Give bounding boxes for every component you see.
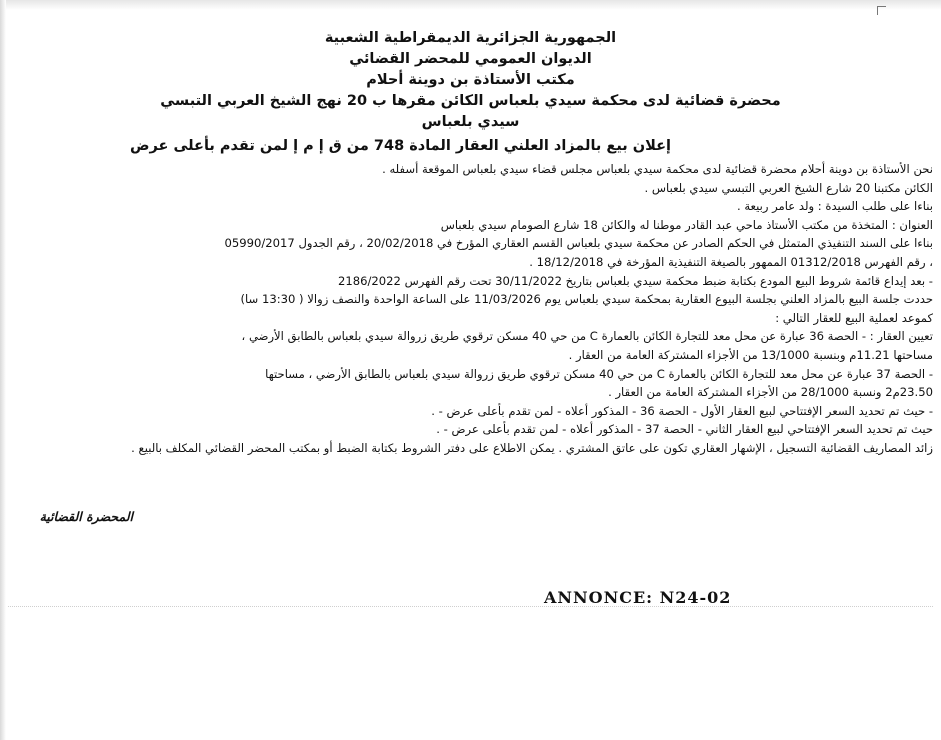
- heading-location: محضرة قضائية لدى محكمة سيدي بلعباس الكائن مقرها ب 20 نهج الشيخ العربي التبسي: [160, 93, 781, 109]
- para-property-36-area: مساحتها 11.21م وبنسبة 13/1000 من الأجزاء المشتركة العامة من العقار .: [568, 347, 933, 362]
- para-enforcement-title: بناءا على السند التنفيذي المتمثل في الحكم الصادر عن محكمة سيدي بلعباس القسم العقاري المؤرخ في 20/02/2018 ، رقم الجدول 05990/2017: [224, 236, 933, 251]
- para-bailiff-intro: نحن الأستاذة بن دوينة أحلام محضرة قضائية لدى محكمة سيدي بلعباس مجلس قضاء سيدي بلعباس الموقعة أسفله .: [382, 162, 933, 176]
- para-property-37-area: 23.50م2 ونسبة 28/1000 من الأجزاء المشتركة العامة من العقار .: [608, 385, 933, 400]
- legal-notice: [8, 28, 933, 458]
- para-opening-price-37: حيث تم تحديد السعر الإفتتاحي لبيع العقار الثاني - الحصة 37 - المذكور أعلاه - لمن تقدم بأعلى عرض - .: [436, 422, 933, 437]
- para-conditions-deposit: - بعد إيداع قائمة شروط البيع المودع بكتابة ضبط محكمة سيدي بلعباس بتاريخ 30/11/2022 تحت رقم الفهرس 2186/2022: [338, 273, 933, 288]
- para-requester: بناءا على طلب السيدة : ولد عامر ربيعة .: [736, 199, 933, 214]
- scan-edge-top: [0, 0, 941, 10]
- heading-bureau: مكتب الأستاذة بن دوينة أحلام: [366, 72, 575, 88]
- heading-city: سيدي بلعباس: [421, 114, 520, 130]
- para-requester-address: العنوان : المتخذة من مكتب الأستاذ ماحي عبد القادر موطنا له والكائن 18 شارع الصومام سيدي بلعباس: [440, 217, 933, 232]
- para-fees: زائد المصاريف القضائية التسجيل ، الإشهار العقاري تكون على عاتق المشتري . يمكن الاطلاع على دفتر الشروط بكتابة الضبط أو بمكتب المحضر القضائي المكلف بالبيع .: [131, 440, 933, 455]
- para-office-address: الكائن مكتبنا 20 شارع الشيخ العربي التبسي سيدي بلعباس .: [644, 180, 933, 195]
- scan-edge-left: [0, 0, 6, 740]
- sale-title: إعلان بيع بالمزاد العلني العقار المادة 748 من ق إ م إ لمن تقدم بأعلى عرض: [129, 138, 671, 154]
- para-opening-price-36: - حيث تم تحديد السعر الإفتتاحي لبيع العقار الأول - الحصة 36 - المذكور أعلاه - لمن تقدم بأعلى عرض - .: [431, 403, 933, 418]
- para-auction-session: حددت جلسة البيع بالمزاد العلني بجلسة البيوع العقارية بمحكمة سيدي بلعباس يوم 11/03/2026 على الساعة الواحدة والنصف زوالا ( 13:30 سا): [240, 292, 933, 307]
- notice-body: [8, 160, 933, 458]
- para-property-36: تعيين العقار : - الحصة 36 عبارة عن محل معد للتجارة الكائن بالعمارة C من حي 40 مسكن ترقوي طريق زروالة سيدي بلعباس بالطابق الأرضي ،: [241, 329, 933, 344]
- annonce-reference: ANNONCE: N24-02: [544, 588, 732, 607]
- para-property-37: - الحصة 37 عبارة عن محل معد للتجارة الكائن بالعمارة C من حي 40 مسكن ترقوي طريق زروالة سيدي بلعباس بالطابق الأرضي ، مساحتها: [265, 366, 933, 381]
- para-index-number: ، رقم الفهرس 01312/2018 الممهور بالصيغة التنفيذية المؤرخة في 18/12/2018 .: [529, 254, 933, 269]
- signature: المحضرة القضائية: [39, 509, 133, 524]
- scan-corner-mark: [877, 6, 886, 15]
- heading-office: الديوان العمومي للمحضر القضائي: [349, 51, 592, 67]
- para-auction-session-cont: كموعد لعملية البيع للعقار التالي :: [775, 310, 933, 325]
- heading-republic: الجمهورية الجزائرية الديمقراطية الشعبية: [324, 30, 617, 46]
- scan-hairline: [8, 606, 933, 607]
